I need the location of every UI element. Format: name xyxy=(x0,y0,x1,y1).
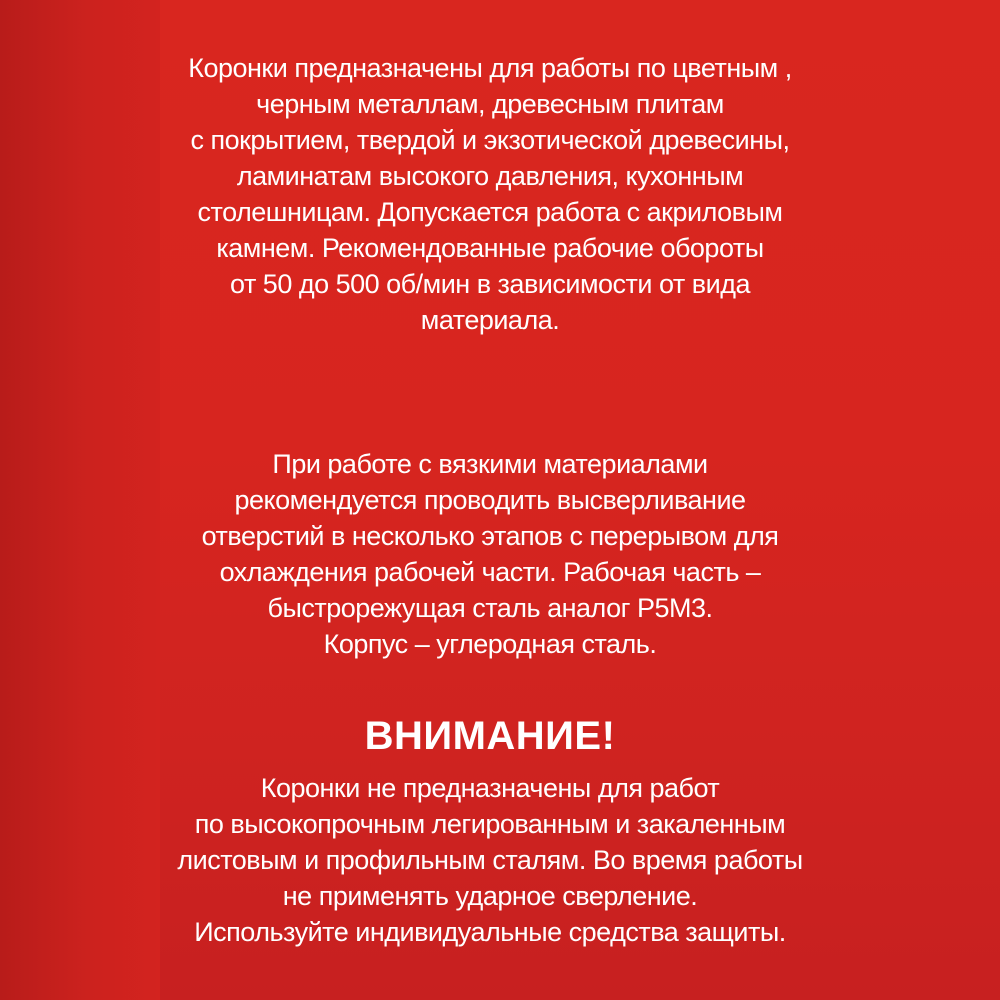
warning-line: листовым и профильным сталям. Во время работы xyxy=(177,845,803,875)
description-line: ламинатам высокого давления, кухонным xyxy=(236,161,744,191)
warning-line: не применять ударное сверление. xyxy=(282,881,698,911)
viscous-line: быстрорежущая сталь аналог Р5М3. xyxy=(267,593,713,623)
warning-line: по высокопрочным легированным и закаленным xyxy=(194,809,786,839)
viscous-materials-paragraph xyxy=(160,446,820,662)
warning-paragraph xyxy=(160,770,820,950)
warning-heading: ВНИМАНИЕ! xyxy=(364,714,616,758)
description-line: столешницам. Допускается работа с акриловым xyxy=(197,197,783,227)
viscous-line: При работе с вязкими материалами xyxy=(272,449,708,479)
box-side-edge xyxy=(0,0,160,1000)
viscous-line: рекомендуется проводить высверливание xyxy=(234,485,746,515)
warning-line: Используйте индивидуальные средства защиты. xyxy=(194,917,786,947)
description-line: с покрытием, твердой и экзотической древесины, xyxy=(190,125,790,155)
description-paragraph xyxy=(160,50,820,338)
viscous-line: отверстий в несколько этапов с перерывом для xyxy=(201,521,779,551)
viscous-line: охлаждения рабочей части. Рабочая часть – xyxy=(219,557,761,587)
description-line: Коронки предназначены для работы по цветным , xyxy=(188,53,792,83)
description-line: материала. xyxy=(420,305,560,335)
description-line: камнем. Рекомендованные рабочие обороты xyxy=(216,233,764,263)
viscous-line: Корпус – углеродная сталь. xyxy=(323,629,657,659)
description-line: черным металлам, древесным плитам xyxy=(256,89,724,119)
description-line: от 50 до 500 об/мин в зависимости от вида xyxy=(230,269,750,299)
warning-line: Коронки не предназначены для работ xyxy=(260,773,720,803)
